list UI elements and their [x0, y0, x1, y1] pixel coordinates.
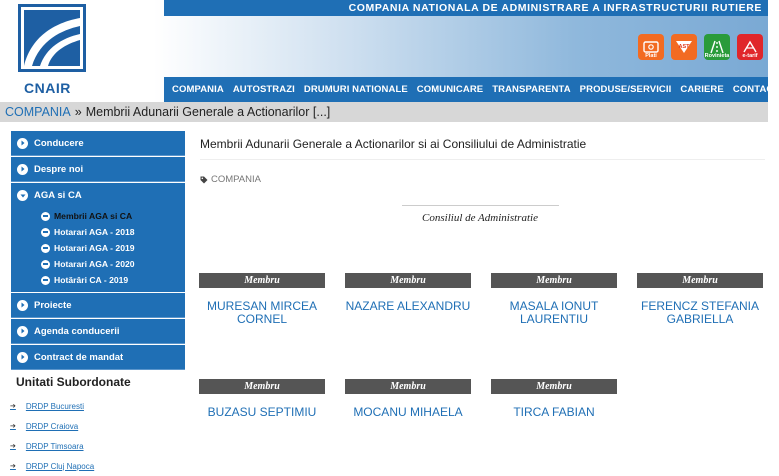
submenu-item-hotarari-aga-2018[interactable]	[11, 224, 185, 240]
nav-contact[interactable]: CONTACT	[732, 84, 779, 95]
member-card	[491, 379, 617, 419]
sidebar-submenu	[11, 208, 185, 292]
nav-comunicare[interactable]: COMUNICARE	[416, 84, 484, 95]
sidebar-item-label: AGA si CA	[34, 190, 82, 201]
submenu-item-label: Hotarari AGA - 2018	[54, 227, 135, 237]
nav-autostrazi[interactable]: AUTOSTRAZI	[232, 84, 295, 95]
submenu-item-hotarari-aga-2020[interactable]	[11, 256, 185, 272]
unit-link-label: DRDP Timsoara	[25, 441, 84, 451]
breadcrumb-separator: »	[74, 105, 82, 119]
unit-link-drdp-cluj-napoca[interactable]	[10, 456, 94, 476]
top-bar	[164, 0, 768, 16]
sidebar-item-conducere[interactable]	[11, 131, 185, 156]
breadcrumb-current: Membrii Adunarii Generale a Actionarilor [...]	[85, 105, 331, 119]
tag-icon	[200, 176, 208, 184]
breadcrumb	[0, 102, 768, 122]
member-name-link[interactable]: MASALA IONUT LAURENTIU	[509, 299, 599, 326]
unit-link-label: DRDP Bucuresti	[25, 401, 84, 411]
minus-circle-icon	[41, 244, 50, 253]
sidebar-item-aga-si-ca[interactable]	[11, 183, 185, 208]
sidebar-item-proiecte[interactable]	[11, 293, 185, 318]
sidebar-item-contract-de-mandat[interactable]	[11, 345, 185, 370]
member-name-link[interactable]: NAZARE ALEXANDRU	[345, 299, 471, 313]
member-name-link[interactable]: MURESAN MIRCEA CORNEL	[206, 299, 317, 326]
org-title: COMPANIA NATIONALA DE ADMINISTRARE A INFRASTRUCTURII RUTIERE	[348, 2, 762, 14]
page-title: Membrii Adunarii Generale a Actionarilor si ai Consiliului de Administratie	[200, 137, 587, 151]
sidebar-item-label: Despre noi	[34, 163, 84, 175]
unit-link-label: DRDP Craiova	[25, 421, 79, 431]
member-card	[199, 273, 325, 326]
submenu-item-label: Hotărâri CA - 2019	[54, 275, 129, 285]
ast-icon[interactable]	[671, 34, 697, 60]
member-role: Membru	[199, 273, 325, 288]
arrow-right-icon	[17, 326, 28, 337]
etarif-label: e-tarif	[742, 53, 758, 59]
member-card	[637, 273, 763, 326]
arrow-right-icon: ➔	[10, 443, 16, 450]
member-role: Membru	[199, 379, 325, 394]
etarif-icon[interactable]	[737, 34, 763, 60]
category-tag-label: COMPANIA	[211, 174, 261, 185]
minus-circle-icon	[41, 260, 50, 269]
member-card	[345, 273, 471, 313]
sidebar-item-label: Conducere	[34, 137, 84, 149]
member-role: Membru	[345, 379, 471, 394]
section-divider	[402, 205, 559, 206]
sidebar-item-despre-noi[interactable]	[11, 157, 185, 182]
arrow-right-icon: ➔	[10, 403, 16, 410]
member-name-link[interactable]: BUZASU SEPTIMIU	[207, 405, 317, 419]
unit-link-drdp-bucuresti[interactable]	[10, 396, 94, 416]
member-role: Membru	[491, 379, 617, 394]
sidebar-item-label: Contract de mandat	[34, 351, 124, 363]
nav-drumuri-nationale[interactable]: DRUMURI NATIONALE	[303, 84, 408, 95]
cnair-logo-icon[interactable]	[18, 4, 86, 76]
submenu-item-hotarari-ca-2019[interactable]	[11, 272, 185, 288]
unit-link-drdp-craiova[interactable]	[10, 416, 94, 436]
section-title: Consiliul de Administratie	[422, 212, 538, 224]
rovinieta-label: Rovinieta	[704, 53, 730, 59]
main-nav	[164, 77, 779, 102]
submenu-item-hotarari-aga-2019[interactable]	[11, 240, 185, 256]
arrow-down-icon	[17, 190, 28, 201]
title-divider	[200, 159, 765, 160]
unit-link-label: DRDP Cluj Napoca	[25, 461, 95, 471]
arrow-right-icon: ➔	[10, 463, 16, 470]
minus-circle-icon	[41, 228, 50, 237]
arrow-right-icon	[17, 300, 28, 311]
member-name-link[interactable]: MOCANU MIHAELA	[353, 405, 463, 419]
logo-text: CNAIR	[24, 80, 71, 96]
submenu-item-label: Membrii AGA si CA	[54, 211, 133, 221]
plati-label: Plati	[645, 53, 657, 59]
member-name-link[interactable]: TIRCA FABIAN	[513, 405, 595, 419]
units-list	[10, 396, 94, 476]
nav-compania[interactable]: COMPANIA	[172, 84, 224, 95]
sidebar-item-agenda-conducerii[interactable]	[11, 319, 185, 344]
breadcrumb-root-link[interactable]: COMPANIA	[5, 105, 71, 119]
member-role: Membru	[637, 273, 763, 288]
minus-circle-icon	[41, 212, 50, 221]
arrow-right-icon	[17, 164, 28, 175]
arrow-right-icon: ➔	[10, 423, 16, 430]
arrow-right-icon	[17, 352, 28, 363]
submenu-item-membrii-aga-si-ca[interactable]	[11, 208, 185, 224]
rovinieta-icon[interactable]	[704, 34, 730, 60]
member-role: Membru	[345, 273, 471, 288]
member-card	[345, 379, 471, 419]
submenu-item-label: Hotarari AGA - 2020	[54, 259, 135, 269]
ast-text: AST	[678, 44, 690, 50]
member-card	[491, 273, 617, 326]
member-name-link[interactable]: FERENCZ STEFANIA GABRIELLA	[640, 299, 759, 326]
minus-circle-icon	[41, 276, 50, 285]
nav-produse-servicii[interactable]: PRODUSE/SERVICII	[579, 84, 672, 95]
nav-transparenta[interactable]: TRANSPARENTA	[492, 84, 571, 95]
sidebar-item-label: Proiecte	[34, 299, 72, 311]
submenu-item-label: Hotarari AGA - 2019	[54, 243, 135, 253]
sidebar-item-label: Agenda conducerii	[34, 325, 120, 337]
units-title: Unitati Subordonate	[16, 375, 131, 389]
plati-icon[interactable]	[638, 34, 664, 60]
unit-link-drdp-timisoara[interactable]	[10, 436, 94, 456]
member-card	[199, 379, 325, 419]
site-header	[0, 0, 779, 102]
quick-icons	[638, 34, 763, 58]
member-role: Membru	[491, 273, 617, 288]
sidebar	[11, 131, 185, 371]
arrow-right-icon	[17, 138, 28, 149]
category-tag[interactable]	[200, 174, 261, 185]
nav-cariere[interactable]: CARIERE	[680, 84, 724, 95]
